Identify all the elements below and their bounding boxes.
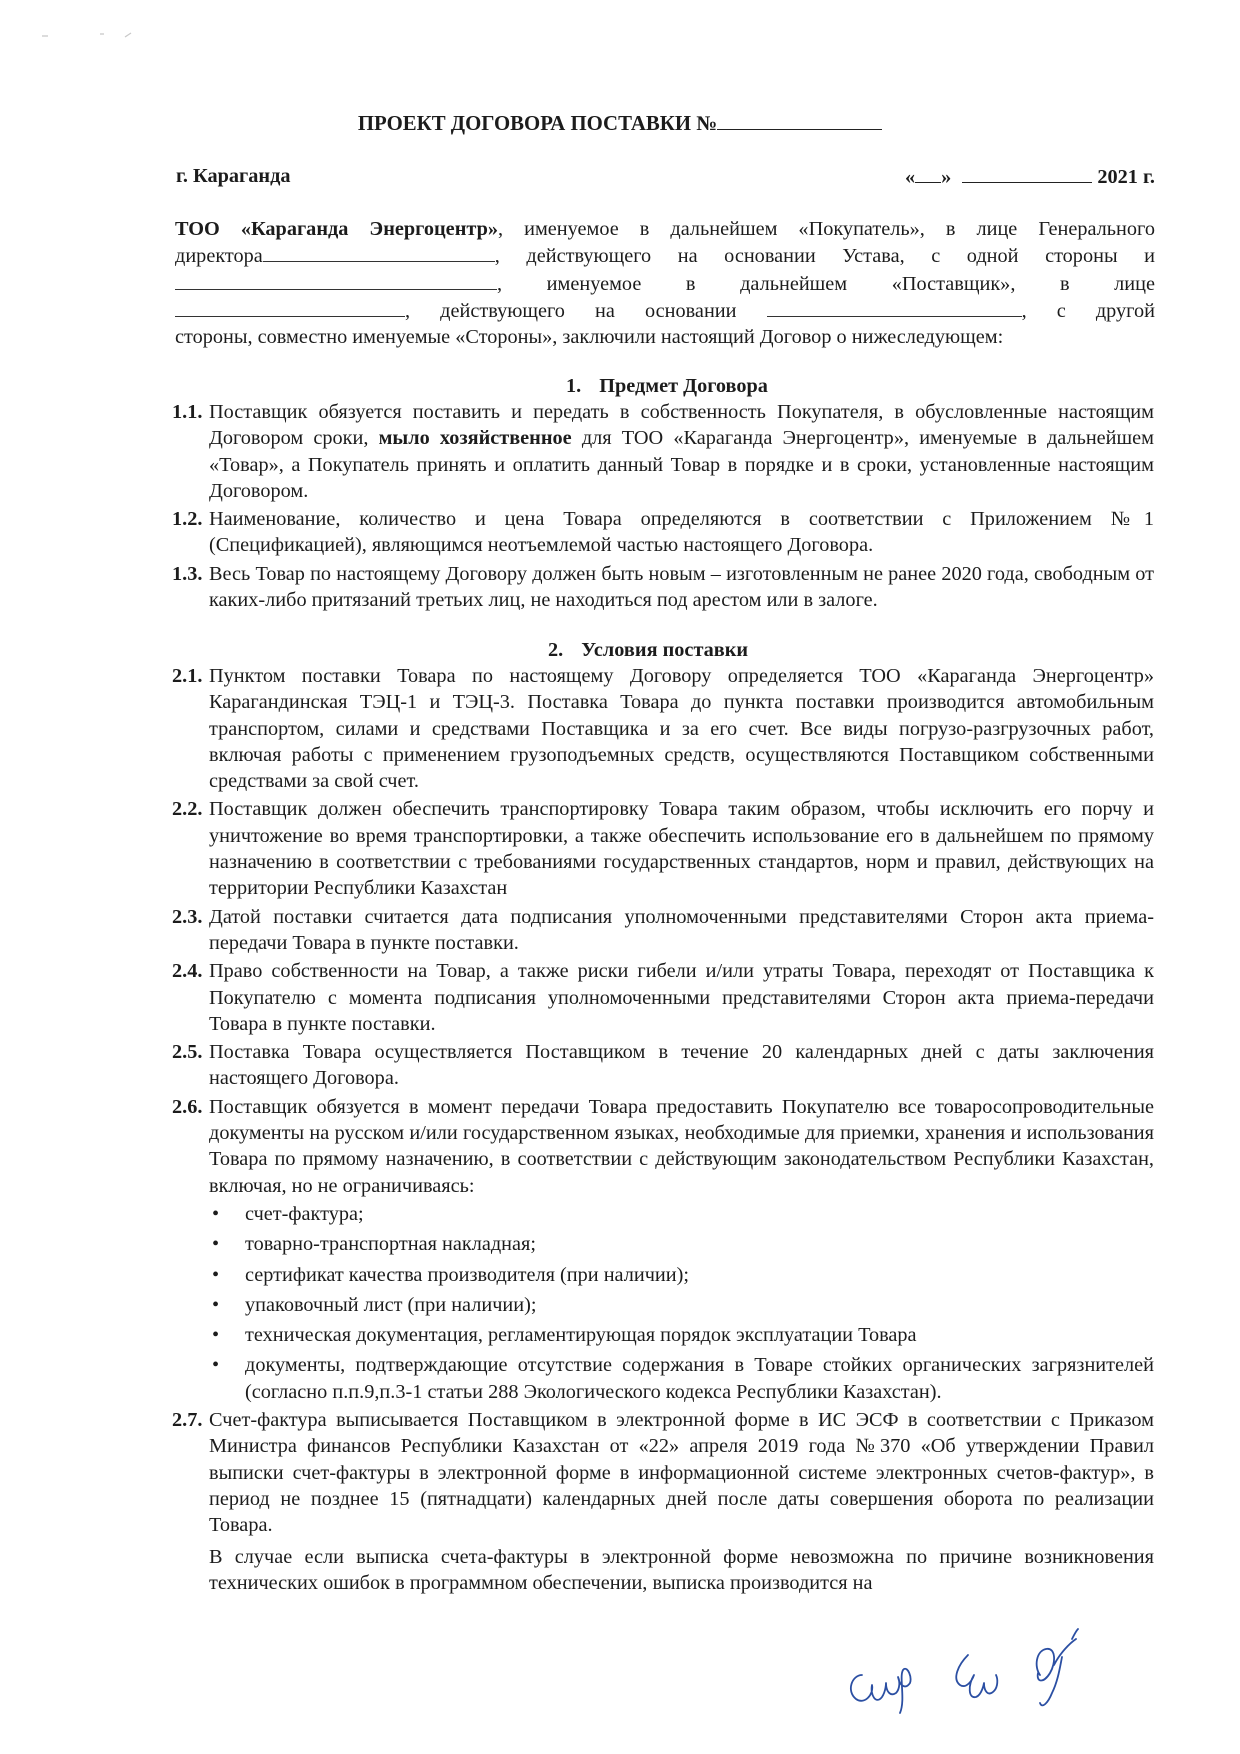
clause-number: 2.5. xyxy=(172,1041,203,1064)
clause-number: 2.4. xyxy=(172,960,203,983)
section-1-body xyxy=(172,399,1154,613)
clause-2-3 xyxy=(172,904,1154,957)
section-2-number: 2. xyxy=(548,639,564,661)
clause-number: 2.3. xyxy=(172,905,203,928)
signature-1-icon xyxy=(851,1669,911,1713)
clause-text: Весь Товар по настоящему Договору должен быть новым – изготовленным не ранее 2020 года, свободным от каких-либо притязаний третьих лиц, не находиться под арестом или в залоге. xyxy=(209,562,1154,612)
bullet-icon: • xyxy=(212,1324,220,1347)
clause-2-2 xyxy=(172,796,1154,901)
bullet-icon: • xyxy=(212,1202,220,1225)
list-item-text: упаковочный лист (при наличии); xyxy=(245,1293,537,1316)
clause-text: Пунктом поставки Товара по настоящему Договору определяется ТОО «Караганда Энергоцентр» Карагандинская ТЭЦ-1 и ТЭЦ-3. Поставка Товара до пункта поставки производится автомобильным транспортом, силами и средствами Поставщика и за его счет. Все виды погрузо-разгрузочных работ, включая работы с применением грузоподъемных средств, осуществляются Поставщиком собственными средствами за свой счет. xyxy=(209,665,1154,793)
clause-number: 2.6. xyxy=(172,1095,203,1118)
section-1-title: Предмет Договора xyxy=(599,375,768,397)
contract-date xyxy=(905,164,1155,190)
list-item xyxy=(209,1262,1154,1288)
clause-1-2 xyxy=(172,506,1154,559)
intro-line-4-end: , с другой xyxy=(1021,299,1155,322)
section-1-heading xyxy=(0,373,1240,399)
supplier-name-blank xyxy=(175,270,497,290)
bullet-icon: • xyxy=(212,1354,220,1377)
list-item-text: документы, подтверждающие отсутствие содержания в Товаре стойких органических загрязнителей (согласно п.п.9,п.3-1 статьи 288 Экологического кодекса Республики Казахстан). xyxy=(245,1354,1154,1403)
list-item-text: товарно-транспортная накладная; xyxy=(245,1233,536,1256)
list-item xyxy=(209,1352,1154,1405)
clause-number: 1.3. xyxy=(172,562,203,585)
list-item-text: счет-фактура; xyxy=(245,1202,364,1225)
clause-text: Наименование, количество и цена Товара определяются в соответствии с Приложением №1 (Спецификацией), являющимся неотъемлемой частью настоящего Договора. xyxy=(209,508,1154,557)
clause-2-6 xyxy=(172,1094,1154,1405)
clause-1-3 xyxy=(172,561,1154,614)
section-2-title: Условия поставки xyxy=(581,639,749,661)
intro-paragraph xyxy=(175,216,1155,350)
list-item xyxy=(209,1322,1154,1348)
intro-line-2 xyxy=(175,242,1155,269)
bullet-icon: • xyxy=(212,1293,220,1316)
buyer-company-name: ТОО «Караганда Энергоцентр» xyxy=(175,218,499,240)
bullet-icon: • xyxy=(212,1233,220,1256)
clause-2-4 xyxy=(172,958,1154,1037)
clause-number: 2.7. xyxy=(172,1409,203,1432)
document-title xyxy=(0,109,1240,137)
clause-2-5 xyxy=(172,1039,1154,1092)
bullet-icon: • xyxy=(212,1263,220,1286)
clause-number: 2.1. xyxy=(172,665,203,687)
intro-line-3 xyxy=(175,270,1155,297)
clause-text: Поставка Товара осуществляется Поставщиком в течение 20 календарных дней с даты заключения настоящего Договора. xyxy=(209,1041,1154,1090)
list-item xyxy=(209,1201,1154,1227)
clause-text: Счет-фактура выписывается Поставщиком в электронной форме в ИС ЭСФ в соответствии с Приказом Министра финансов Республики Казахстан от «22» апреля 2019 года №370 «Об утверждении Правил выписки счет-фактуры в электронной форме в информационной системе электронных счетов-фактур», в период не позднее 15 (пятнадцати) календарных дней после даты совершения оборота по реализации Товара. xyxy=(209,1409,1154,1537)
list-item xyxy=(209,1231,1154,1257)
signature-2-icon xyxy=(956,1655,997,1697)
product-name: мыло хозяйственное xyxy=(378,427,572,450)
intro-line-1 xyxy=(175,216,1155,242)
clause-2-1 xyxy=(172,663,1154,794)
section-1-number: 1. xyxy=(566,375,582,397)
intro-line-4 xyxy=(175,297,1155,324)
clause-text: Поставщик должен обеспечить транспортировку Товара таким образом, чтобы исключить его порчу и уничтожение во время транспортировки, а также обеспечить использование его в дальнейшем по прямому назначению в соответствии с требованиями государственных стандартов, норм и правил, действующих на территории Республики Казахстан xyxy=(209,798,1154,900)
signature-3-icon xyxy=(1037,1629,1078,1705)
month-blank xyxy=(962,164,1092,183)
clause-number: 1.1. xyxy=(172,401,203,423)
city-label: г. Караганда xyxy=(176,165,291,187)
signatures xyxy=(840,1605,1130,1715)
clause-text xyxy=(209,399,1154,504)
supplier-basis-blank xyxy=(767,297,1022,317)
date-quote-close: » xyxy=(941,166,952,188)
documents-list xyxy=(209,1201,1154,1405)
clause-number: 2.2. xyxy=(172,798,203,821)
clause-1-1 xyxy=(172,399,1154,504)
director-name-blank xyxy=(263,242,495,262)
intro-line-1-text: , именуемое в дальнейшем «Покупатель», в лице Генерального xyxy=(498,218,1155,240)
intro-line-4-text: , действующего на основании xyxy=(405,299,737,322)
title-text: ПРОЕКТ ДОГОВОРА ПОСТАВКИ № xyxy=(357,112,718,135)
intro-director-label: директора xyxy=(175,245,263,268)
section-2-body xyxy=(172,663,1154,1596)
supplier-rep-blank xyxy=(175,297,405,317)
clause-number: 1.2. xyxy=(172,508,203,531)
clause-text: Поставщик обязуется в момент передачи Товара предоставить Покупателю все товаросопроводительные документы на русском и/или государственном языках, необходимые для приемки, хранения и использования Товара по прямому назначению, в соответствии с действующим законодательством Республики Казахстан, включая, но не ограничиваясь: xyxy=(209,1095,1154,1197)
clause-2-7 xyxy=(172,1407,1154,1596)
clause-text: Право собственности на Товар, а также риски гибели и/или утраты Товара, переходят от Поставщика к Покупателю с момента подписания уполномоченными представителями Сторон акта приема-передачи Товара в пункте поставки. xyxy=(209,960,1154,1035)
clause-2-7-note: В случае если выписка счета-фактуры в электронной форме невозможна по причине возникновения технических ошибок в программном обеспечении, выписка производится на xyxy=(209,1545,1154,1594)
section-2-heading xyxy=(0,637,1240,663)
clause-text: Датой поставки считается дата подписания уполномоченными представителями Сторон акта приема-передачи Товара в пункте поставки. xyxy=(209,905,1154,954)
clause-1-1-text-b: для ТОО «Караганда Энергоцентр», именуемые в дальнейшем «Товар», а Покупатель принять и оплатить данный Товар в порядке и в сроки, установленные настоящим Договором. xyxy=(209,427,1154,502)
clause-1-1-text-a: Поставщик обязуется поставить и передать в собственность Покупателя, в обусловленные настоящим Договором сроки, xyxy=(209,401,1154,450)
date-year: 2021 г. xyxy=(1097,166,1155,188)
list-item xyxy=(209,1292,1154,1318)
intro-line-2-text: , действующего на основании Устава, с одной стороны и xyxy=(494,245,1155,268)
day-blank xyxy=(915,164,941,183)
contract-number-blank xyxy=(717,109,882,130)
list-item-text: техническая документация, регламентирующая порядок эксплуатации Товара xyxy=(245,1324,917,1347)
list-item-text: сертификат качества производителя (при наличии); xyxy=(245,1263,690,1286)
intro-line-5: стороны, совместно именуемые «Стороны», заключили настоящий Договор о нижеследующем: xyxy=(175,326,1004,349)
scan-artifact xyxy=(40,30,140,40)
intro-line-3-text: , именуемое в дальнейшем «Поставщик», в лице xyxy=(497,272,1155,295)
date-quote-open: « xyxy=(904,166,916,188)
